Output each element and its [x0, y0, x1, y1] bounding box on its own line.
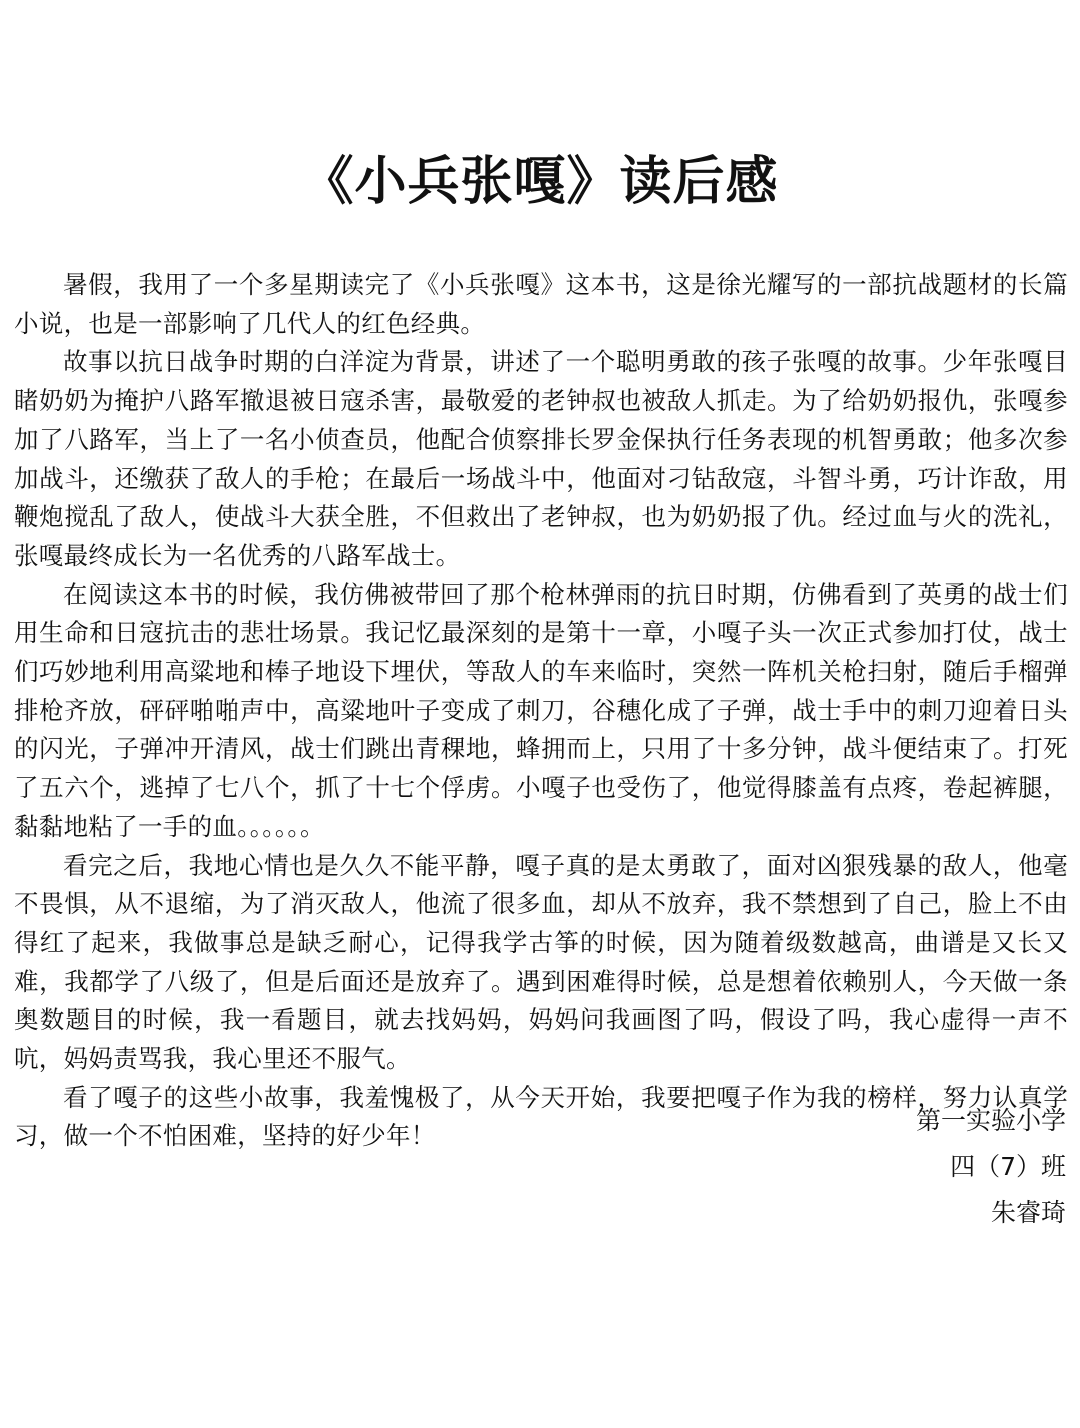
signature-class: 四（7）班	[950, 1152, 1066, 1181]
paragraph-4: 看完之后，我地心情也是久久不能平静，嘎子真的是太勇敢了，面对凶狠残暴的敌人，他毫不畏惧，从不退缩，为了消灭敌人，他流了很多血，却从不放弃，我不禁想到了自己，脸上不由得红了起来，我做事总是缺乏耐心，记得我学古筝的时候，因为随着级数越高，曲谱是又长又难，我都学了八级了，但是后面还是放弃了。遇到困难得时候，总是想着依赖别人，今天做一条奥数题目的时候，我一看题目，就去找妈妈，妈妈问我画图了吗，假设了吗，我心虚得一声不吭，妈妈责骂我，我心里还不服气。	[14, 850, 1068, 1074]
signature-block	[916, 1098, 1066, 1236]
document-body	[14, 266, 1068, 1156]
paragraph-3: 在阅读这本书的时候，我仿佛被带回了那个枪林弹雨的抗日时期，仿佛看到了英勇的战士们用生命和日寇抗击的悲壮场景。我记忆最深刻的是第十一章，小嘎子头一次正式参加打仗，战士们巧妙地利用高粱地和棒子地设下埋伏，等敌人的车来临时，突然一阵机关枪扫射，随后手榴弹排枪齐放，砰砰啪啪声中，高粱地叶子变成了刺刀，谷穗化成了子弹，战士手中的刺刀迎着日头的闪光，子弹冲开清风，战士们跳出青稞地，蜂拥而上，只用了十多分钟，战斗便结束了。打死了五六个，逃掉了七八个，抓了十七个俘虏。小嘎子也受伤了，他觉得膝盖有点疼，卷起裤腿，黏黏地粘了一手的血。。。。。。	[14, 579, 1068, 841]
signature-school: 第一实验小学	[915, 1106, 1066, 1135]
signature-author: 朱睿琦	[990, 1198, 1066, 1227]
paragraph-5: 看了嘎子的这些小故事，我羞愧极了，从今天开始，我要把嘎子作为我的榜样，努力认真学习，做一个不怕困难，坚持的好少年！	[14, 1082, 1068, 1151]
document-title: 《小兵张嘎》读后感	[301, 152, 779, 212]
paragraph-2: 故事以抗日战争时期的白洋淀为背景，讲述了一个聪明勇敢的孩子张嘎的故事。少年张嘎目睹奶奶为掩护八路军撤退被日寇杀害，最敬爱的老钟叔也被敌人抓走。为了给奶奶报仇，张嘎参加了八路军，当上了一名小侦查员，他配合侦察排长罗金保执行任务表现的机智勇敢；他多次参加战斗，还缴获了敌人的手枪；在最后一场战斗中，他面对刁钻敌寇，斗智斗勇，巧计诈敌，用鞭炮搅乱了敌人，使战斗大获全胜，不但救出了老钟叔，也为奶奶报了仇。经过血与火的洗礼，张嘎最终成长为一名优秀的八路军战士。	[14, 347, 1068, 570]
paragraph-1: 暑假，我用了一个多星期读完了《小兵张嘎》这本书，这是徐光耀写的一部抗战题材的长篇小说，也是一部影响了几代人的红色经典。	[14, 270, 1068, 338]
